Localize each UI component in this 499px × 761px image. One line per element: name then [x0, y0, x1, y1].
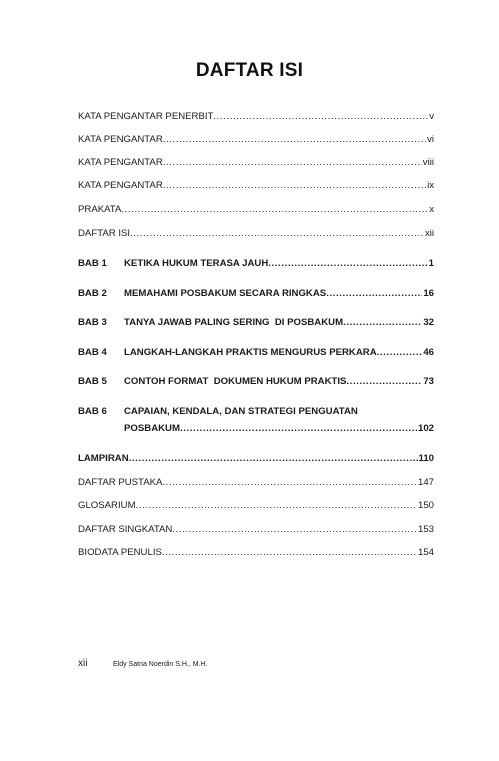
toc-entry-lampiran — [78, 453, 434, 465]
chapter-page: 73 — [423, 376, 434, 387]
leader-dots — [326, 288, 422, 300]
chapter-number: BAB 5 — [78, 376, 107, 387]
leader-dots — [346, 376, 422, 388]
toc-chapter-6 — [78, 403, 434, 437]
chapter-page: 16 — [423, 288, 434, 299]
toc-entry-label: KATA PENGANTAR PENERBIT — [78, 111, 214, 122]
toc-entry-front-5 — [78, 204, 434, 216]
toc-entry-back-2 — [78, 500, 434, 512]
chapter-number: BAB 6 — [78, 406, 107, 417]
toc-entry-label: GLOSARIUM — [78, 500, 136, 511]
leader-dots — [377, 347, 423, 359]
toc-entry-front-2 — [78, 134, 434, 146]
toc-entry-label: KATA PENGANTAR — [78, 180, 163, 191]
toc-chapter-5 — [78, 376, 434, 388]
leader-dots — [163, 180, 426, 192]
chapter-number: BAB 4 — [78, 347, 107, 358]
toc-entry-back-3 — [78, 524, 434, 536]
chapter-number: BAB 3 — [78, 317, 107, 328]
page-number: xii — [78, 658, 88, 669]
toc-entry-front-6 — [78, 228, 434, 240]
leader-dots — [163, 157, 422, 169]
chapter-title-line-2: POSBAKUM — [124, 423, 180, 434]
leader-dots — [268, 258, 427, 270]
toc-entry-label: DAFTAR SINGKATAN — [78, 524, 173, 535]
toc-entry-label: LAMPIRAN — [78, 453, 129, 464]
toc-entry-label: PRAKATA — [78, 204, 122, 215]
leader-dots — [172, 524, 417, 536]
leader-dots — [163, 134, 426, 146]
leader-dots — [162, 477, 417, 489]
footer-author: Eldy Satria Noerdin S.H., M.H. — [113, 661, 208, 668]
chapter-title: TANYA JAWAB PALING SERING DI POSBAKUM — [124, 317, 344, 328]
leader-dots — [136, 500, 417, 512]
toc-entry-page: 153 — [417, 524, 434, 535]
toc-entry-back-1 — [78, 477, 434, 489]
chapter-page: 102 — [417, 423, 434, 434]
chapter-page: 1 — [428, 258, 434, 269]
chapter-page: 46 — [423, 347, 434, 358]
toc-chapter-3 — [78, 317, 434, 329]
toc-entry-label: DAFTAR PUSTAKA — [78, 477, 163, 488]
toc-entry-page: 150 — [417, 500, 434, 511]
toc-entry-page: v — [429, 111, 434, 122]
leader-dots — [213, 111, 428, 123]
toc-entry-page: vi — [427, 134, 434, 145]
toc-entry-front-3 — [78, 157, 434, 169]
toc-chapter-4 — [78, 347, 434, 359]
toc-entry-page: 110 — [418, 453, 434, 464]
leader-dots — [130, 228, 424, 240]
toc-entry-label: KATA PENGANTAR — [78, 157, 163, 168]
toc-entry-label: KATA PENGANTAR — [78, 134, 163, 145]
leader-dots — [180, 420, 417, 437]
toc-chapter-1 — [78, 258, 434, 270]
page-footer — [78, 658, 208, 669]
toc-entry-page: x — [429, 204, 434, 215]
chapter-title-line-1: CAPAIAN, KENDALA, DAN STRATEGI PENGUATAN — [124, 406, 358, 417]
toc-entry-page: 147 — [417, 477, 434, 488]
leader-dots — [343, 317, 422, 329]
toc-entry-label: DAFTAR ISI — [78, 228, 131, 239]
toc-entry-page: ix — [427, 180, 434, 191]
toc-entry-label: BIODATA PENULIS — [78, 547, 162, 558]
chapter-page: 32 — [423, 317, 434, 328]
toc-entry-front-4 — [78, 180, 434, 192]
toc-entry-back-4 — [78, 547, 434, 559]
toc-entry-front-1 — [78, 111, 434, 123]
leader-dots — [121, 204, 428, 216]
chapter-number: BAB 2 — [78, 288, 107, 299]
page-title: DAFTAR ISI — [195, 60, 304, 81]
chapter-number: BAB 1 — [78, 258, 107, 269]
leader-dots — [129, 453, 418, 465]
chapter-title: CONTOH FORMAT DOKUMEN HUKUM PRAKTIS — [124, 376, 347, 387]
chapter-title: MEMAHAMI POSBAKUM SECARA RINGKAS — [124, 288, 327, 299]
leader-dots — [162, 547, 417, 559]
chapter-title: LANGKAH-LANGKAH PRAKTIS MENGURUS PERKARA — [124, 347, 377, 358]
chapter-title: KETIKA HUKUM TERASA JAUH — [124, 258, 269, 269]
toc-entry-page: viii — [422, 157, 434, 168]
toc-entry-page: 154 — [417, 547, 434, 558]
toc-entry-page: xii — [424, 228, 434, 239]
toc-chapter-2 — [78, 288, 434, 300]
